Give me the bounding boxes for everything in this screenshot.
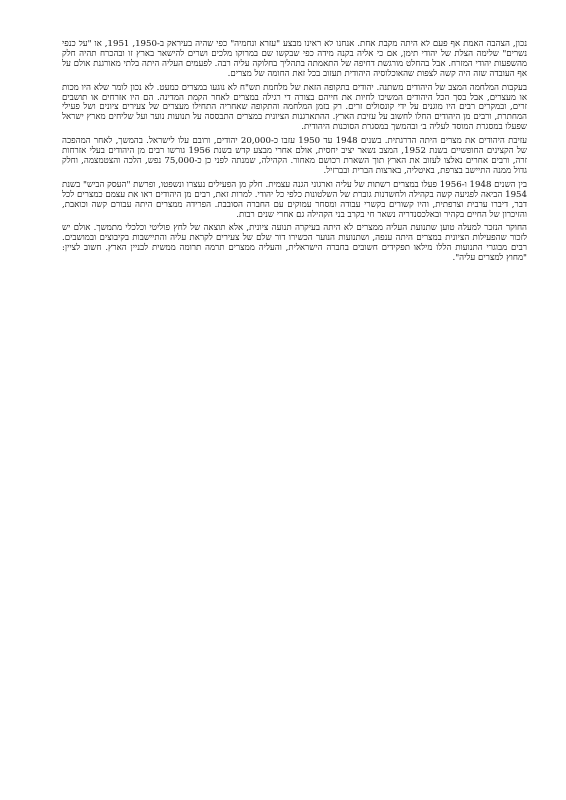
paragraph-2: בעקבות המלחמה המצב של היהודים משתנה. יהודים בתקופה הזאת של מלחמת תש"ח לא נוגעו במצרים כמעט. לא נכון לומר שלא היו מכות או מעצרים, אבל בסך הכל היהודים המשיכו לחיות את חייהם בצורה די רגילה במצרים לאחר הקמת המדינה. הם היו אזרחים או תושבים זרים, ובמקרים רבים היו מוגנים על ידי קונסולים זרים. רק בזמן המלחמה והתקופה שאחריה התחילו מעצרים של צעירים ציונים ושל פעילי המחתרת, ורבים מן היהודים החלו לחשוב על עזיבת הארץ. ההתארגנות הציונית במצרים התבססה על תנועות נוער ועל שליחים מארץ ישראל שפעלו במסגרת המוסד לעליה ב׳ ובהמשך במסגרת הסוכנות היהודית.: [62, 82, 527, 133]
paragraph-3: עזיבת היהודים את מצרים היתה הדרגתית. בשנים 1948 עד 1950 עזבו כ-20,000 יהודים, ורובם עלו לישראל. בהמשך, לאחר המהפכה של הקצינים החופשיים בשנת 1952, המצב נשאר יציב יחסית, אולם אחרי מבצע קדש בשנת 1956 גורשו רבים מן היהודים בעלי אזרחות זרה, ורבים אחרים נאלצו לעזוב את הארץ תוך השארת רכושם מאחור. הקהילה, שמנתה לפני כן כ-75,000 נפש, הלכה והצטמצמה, וחלק גדול ממנה התיישב בצרפת, באיטליה, בארצות הברית ובברזיל.: [62, 136, 527, 176]
paragraph-1: נכון, הצהבה האמת אף פעם לא היתה מקבת אחת. אנחנו לא ראינו מבצע "עזרא ונחמיה" כפי שהיה בעיראק ב-1950, 1951, או "על כנפי נשרים" שלימה הצלת של יהודי תימן, אם כי אליה בקנה מידה כפי שבקשו שם במרוקו מלכים ושרים להישאר בארץ זו ובהכרח תהיה חלק מהשפעות יהודי המזרח. אבל בהחלט מורגשת דחיפה של התאמתה בתהליך בחלוקה עליה רבה. לפעמים העליה היתה בלתי מאורגנת אולם על אף העובדה שזה היה קשה לצפות שהאוכלוסיה היהודית תעזוב בכל זאת החומה של מצרים.: [62, 40, 527, 79]
paragraph-5: החוקר הנזכר למעלה טוען שתנועת העליה ממצרים לא היתה בעיקרה תנועה ציונית, אלא תוצאה של לחץ פוליטי וכלכלי מתמשך. אולם יש לזכור שהפעילות הציונית במצרים היתה ענפה, ושתנועות הנוער הכשירו דור שלם של צעירים לקראת עליה והתיישבות בקיבוצים ובמושבים. רבים מבוגרי התנועות הללו מילאו תפקידים חשובים בחברה הישראלית, והעליה ממצרים תרמה תרומה ממשית לבניין הארץ. חשוב לציין: "מחוץ למצרים עליה".: [62, 223, 527, 264]
paragraph-4: בין השנים 1948 ו-1956 פעלו במצרים רשתות של עליה וארגוני הגנה עצמית. חלק מן הפעילים נעצרו ונשפטו, ופרשת "העסק הביש" בשנת 1954 הביאה לפגיעה קשה בקהילה ולחשדנות גוברת של השלטונות כלפי כל יהודי. למרות זאת, רבים מן היהודים ראו את עצמם כמצרים לכל דבר, דיברו ערבית וצרפתית, והיו קשורים בקשרי עבודה ומסחר עמוקים עם החברה הסובבת. הפרידה ממצרים היתה עבורם קשה וכואבת, והזיכרון של החיים בקהיר ובאלכסנדריה נשאר חי בקרב בני הקהילה גם אחרי שנים רבות.: [62, 179, 527, 220]
document-body: [62, 40, 527, 780]
